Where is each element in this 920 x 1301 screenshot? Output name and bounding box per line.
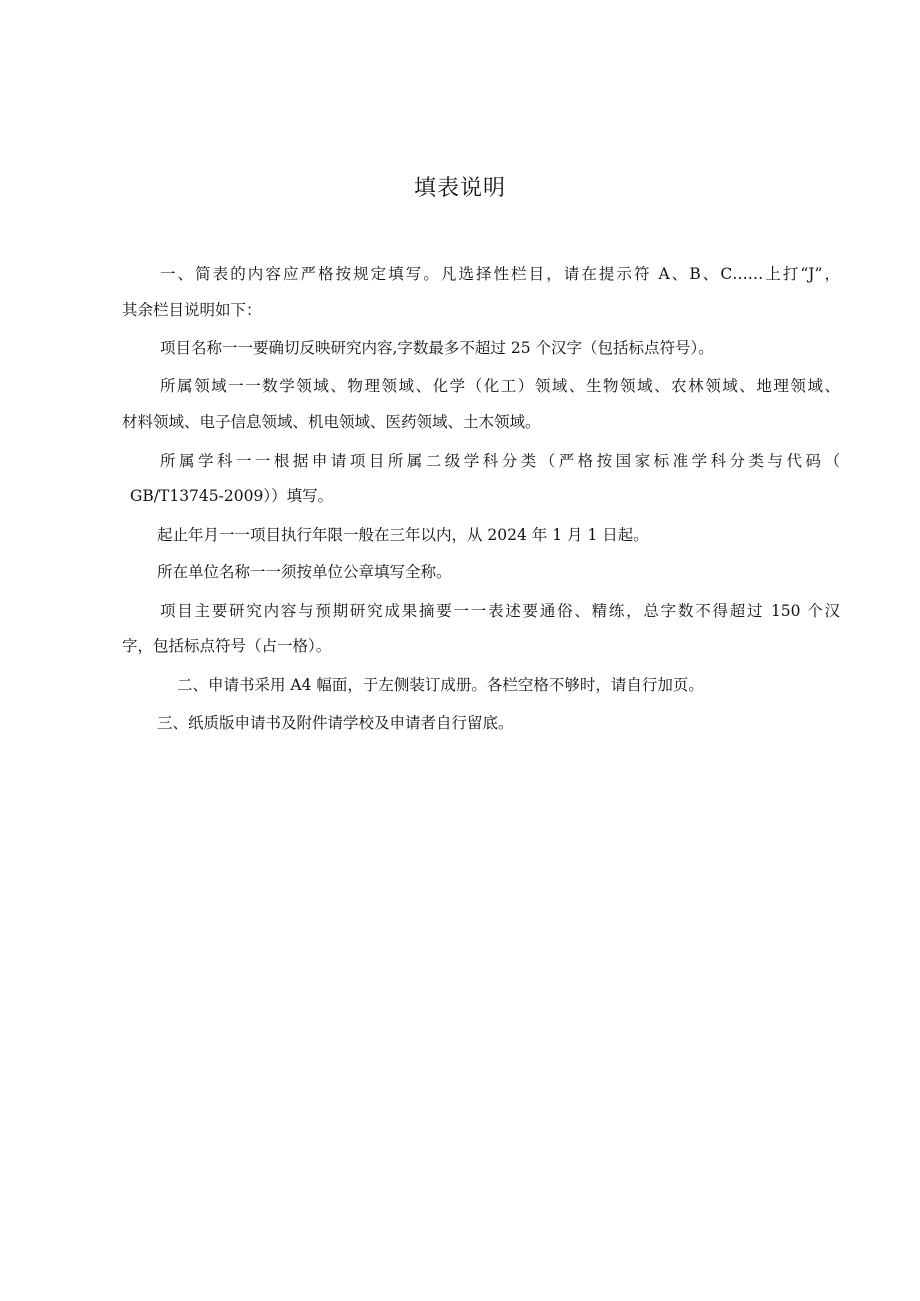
- item-discipline-line-2: GB/T13745-2009））填写。: [130, 487, 334, 505]
- instruction-line-1: 一、简表的内容应严格按规定填写。凡选择性栏目，请在提示符 A、B、C……上打“J”，: [160, 265, 840, 283]
- instruction-section-2: 二、申请书采用 A4 幅面，于左侧装订成册。各栏空格不够时，请自行加页。: [177, 676, 704, 694]
- item-project-name: 项目名称一一要确切反映研究内容,字数最多不超过 25 个汉字（包括标点符号）。: [160, 339, 714, 357]
- instruction-line-2: 其余栏目说明如下：: [122, 301, 262, 319]
- instruction-section-3: 三、纸质版申请书及附件请学校及申请者自行留底。: [157, 714, 514, 732]
- item-duration: 起止年月一一项目执行年限一般在三年以内，从 2024 年 1 月 1 日起。: [157, 526, 649, 544]
- item-field-line-1: 所属领域一一数学领域、物理领域、化学（化工）领域、生物领域、农林领域、地理领域、: [160, 377, 840, 395]
- item-unit-name: 所在单位名称一一须按单位公章填写全称。: [157, 563, 452, 581]
- item-summary-line-1: 项目主要研究内容与预期研究成果摘要一一表述要通俗、精练，总字数不得超过 150 个汉: [160, 602, 840, 620]
- item-field-line-2: 材料领域、电子信息领域、机电领域、医药领域、土木领域。: [122, 413, 541, 431]
- item-summary-line-2: 字，包括标点符号（占一格）。: [122, 637, 332, 655]
- item-discipline-line-1: 所属学科一一根据申请项目所属二级学科分类（严格按国家标准学科分类与代码（: [160, 452, 840, 470]
- page-title: 填表说明: [413, 176, 506, 201]
